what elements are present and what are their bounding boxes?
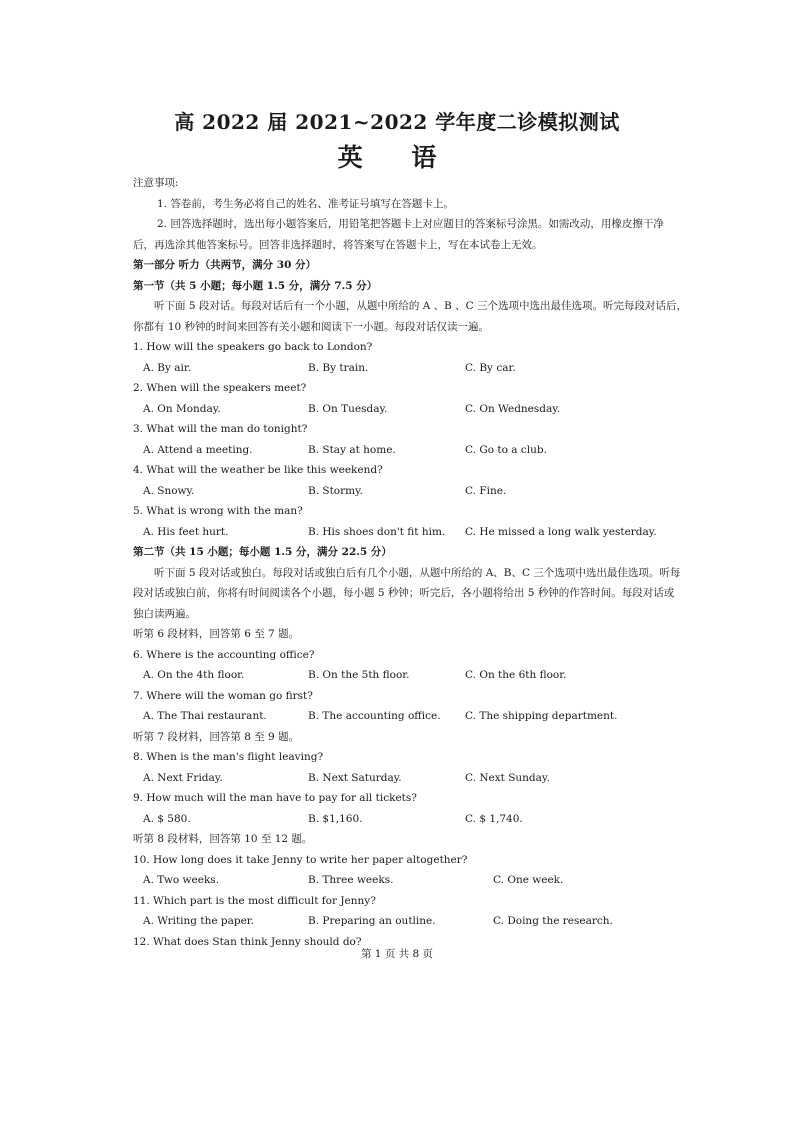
question-8-options [133, 768, 713, 789]
material-6-heading: 听第 6 段材料，回答第 6 至 7 题。 [133, 628, 300, 640]
question-4-options [133, 481, 713, 502]
part-1-heading: 第一部分 听力（共两节，满分 30 分） [133, 259, 317, 271]
notice-item-1: 1. 答卷前，考生务必将自己的姓名、准考证号填写在答题卡上。 [157, 197, 454, 210]
question-6-options [133, 665, 713, 686]
option-c: C. On the 6th floor. [465, 669, 567, 681]
question-8: 8. When is the man's flight leaving? [133, 751, 324, 763]
question-10-options [133, 870, 713, 891]
section-1-heading: 第一节（共 5 小题；每小题 1.5 分，满分 7.5 分） [133, 279, 378, 292]
section-2-instructions-3: 独白读两遍。 [133, 607, 196, 620]
option-b: B. On the 5th floor. [308, 669, 410, 681]
option-a: A. The Thai restaurant. [143, 710, 267, 722]
section-2-instructions-2: 段对话或独白前，你将有时间阅读各个小题，每小题 5 秒钟；听完后，各小题将给出 5 秒钟的作答时间。每段对话或 [133, 587, 675, 599]
exam-title: 高 2022 届 2021~2022 学年度二诊模拟测试 [174, 110, 620, 134]
question-1: 1. How will the speakers go back to London? [133, 341, 373, 353]
option-b: B. The accounting office. [308, 710, 441, 722]
section-1-instructions-2: 你都有 10 秒钟的时间来回答有关小题和阅读下一小题。每段对话仅读一遍。 [133, 320, 490, 333]
option-a: A. Next Friday. [143, 771, 223, 784]
option-c: C. $ 1,740. [465, 812, 523, 825]
question-11-options [133, 911, 713, 932]
question-4: 4. What will the weather be like this weekend? [133, 464, 383, 476]
question-9-options [133, 809, 713, 830]
subject-title: 英 语 [337, 143, 457, 172]
question-1-options [133, 358, 713, 379]
option-b: B. Stay at home. [308, 443, 396, 456]
option-b: B. His shoes don't fit him. [308, 525, 446, 538]
option-b: B. On Tuesday. [308, 402, 388, 415]
section-1-instructions-1: 听下面 5 段对话。每段对话后有一个小题，从题中所给的 A 、B 、C 三个选项中选出最佳选项。听完每段对话后， [154, 300, 688, 312]
option-c: C. Go to a club. [465, 443, 547, 456]
option-a: A. On Monday. [143, 402, 221, 415]
option-c: C. Next Sunday. [465, 771, 550, 784]
material-8-heading: 听第 8 段材料，回答第 10 至 12 题。 [133, 833, 313, 845]
option-a: A. His feet hurt. [143, 525, 229, 538]
option-c: C. One week. [493, 874, 564, 886]
option-a: A. By air. [143, 361, 192, 374]
notice-item-2a: 2. 回答选择题时，选出每小题答案后，用铅笔把答题卡上对应题目的答案标号涂黑。如需改动，用橡皮擦干净 [157, 218, 664, 230]
option-a: A. Writing the paper. [143, 915, 255, 927]
question-5: 5. What is wrong with the man? [133, 505, 303, 517]
question-2: 2. When will the speakers meet? [133, 382, 307, 394]
option-c: C. On Wednesday. [465, 402, 561, 415]
section-2-instructions-1: 听下面 5 段对话或独白。每段对话或独白后有几个小题，从题中所给的 A、B、C 三个选项中选出最佳选项。听每 [154, 566, 681, 579]
question-9: 9. How much will the man have to pay for all tickets? [133, 792, 417, 804]
option-b: B. $1,160. [308, 812, 363, 825]
page-footer: 第 1 页 共 8 页 [360, 948, 434, 960]
question-3: 3. What will the man do tonight? [133, 423, 308, 435]
option-a: A. $ 580. [143, 812, 191, 825]
exam-content [133, 173, 713, 952]
option-b: B. Three weeks. [308, 874, 394, 886]
option-b: B. Next Saturday. [308, 771, 402, 784]
question-12: 12. What does Stan think Jenny should do? [133, 935, 362, 948]
question-7: 7. Where will the woman go first? [133, 689, 313, 702]
option-b: B. By train. [308, 361, 369, 374]
notice-item-2b: 后，再选涂其他答案标号。回答非选择题时，将答案写在答题卡上，写在本试卷上无效。 [133, 238, 543, 251]
option-c: C. The shipping department. [465, 710, 618, 722]
question-5-options [133, 522, 713, 543]
option-c: C. He missed a long walk yesterday. [465, 525, 657, 538]
question-10: 10. How long does it take Jenny to write her paper altogether? [133, 853, 468, 866]
option-b: B. Preparing an outline. [308, 915, 436, 927]
option-c: C. Fine. [465, 484, 507, 497]
option-a: A. Attend a meeting. [143, 443, 253, 456]
option-b: B. Stormy. [308, 484, 363, 497]
notice-heading: 注意事项: [133, 177, 179, 189]
question-6: 6. Where is the accounting office? [133, 648, 315, 661]
option-a: A. On the 4th floor. [143, 669, 245, 681]
section-2-heading: 第二节（共 15 小题；每小题 1.5 分，满分 22.5 分） [133, 546, 392, 558]
question-3-options [133, 440, 713, 461]
option-a: A. Snowy. [143, 484, 195, 497]
material-7-heading: 听第 7 段材料，回答第 8 至 9 题。 [133, 730, 300, 743]
option-c: C. Doing the research. [493, 915, 613, 927]
question-7-options [133, 706, 713, 727]
question-11: 11. Which part is the most difficult for Jenny? [133, 894, 376, 907]
option-c: C. By car. [465, 361, 516, 374]
option-a: A. Two weeks. [143, 874, 220, 886]
question-2-options [133, 399, 713, 420]
